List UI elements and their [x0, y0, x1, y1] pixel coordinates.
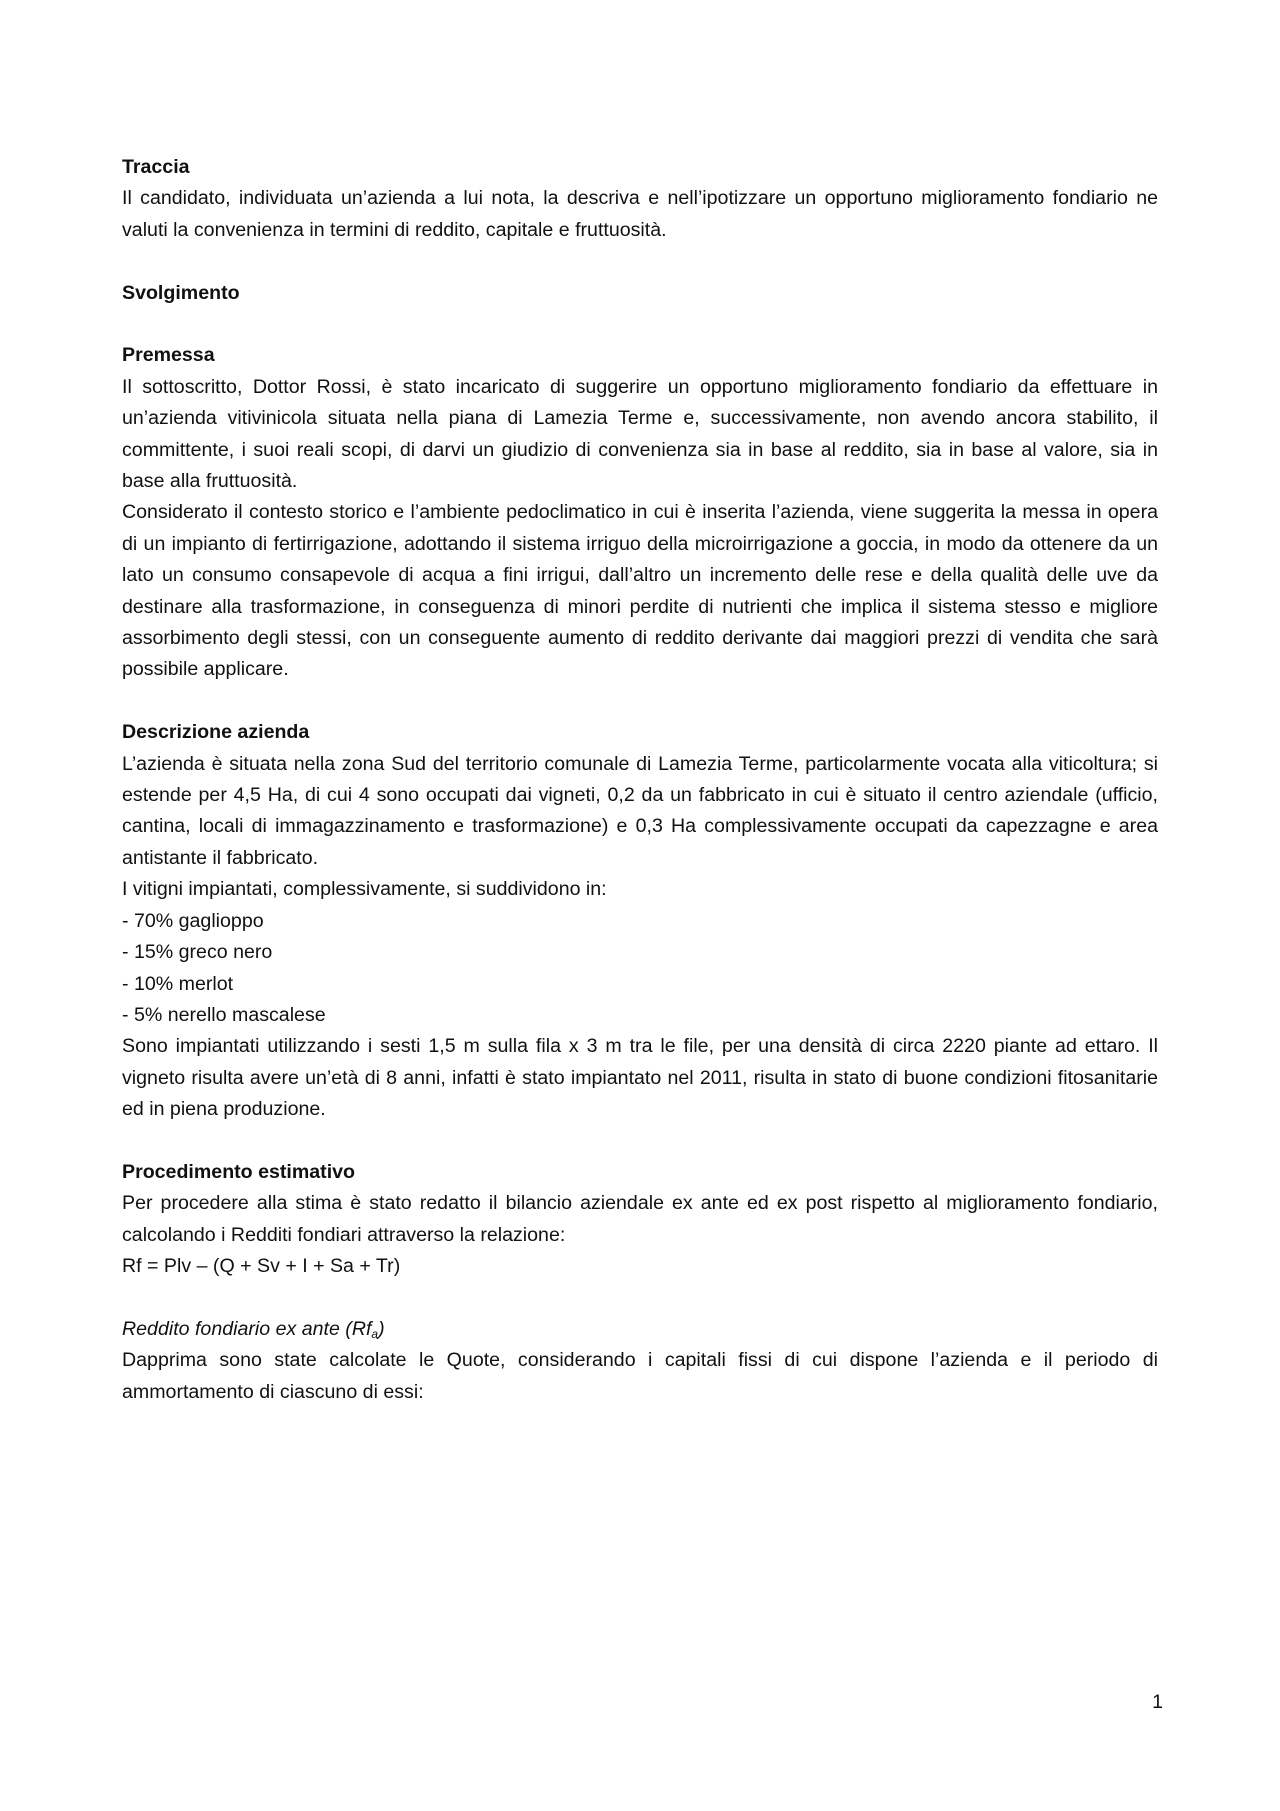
descrizione-paragraph-2: Sono impiantati utilizzando i sesti 1,5 m sulla fila x 3 m tra le file, per una densità di circa 2220 piante ad ettaro. Il vigneto risulta avere un’età di 8 anni, infatti è stato impiantato nel 2011, risulta in stato di buone condizioni fitosanitarie ed in piena produzione.: [122, 1035, 1158, 1121]
list-item: - 70% gaglioppo: [122, 909, 264, 932]
spacer: [122, 309, 1158, 340]
traccia-heading: Traccia: [122, 156, 190, 178]
subheading-subscript: a: [371, 1326, 379, 1341]
page-number: 1: [1152, 1691, 1163, 1713]
descrizione-paragraph-1: L’azienda è situata nella zona Sud del territorio comunale di Lamezia Terme, particolarmente vocata alla viticoltura; si estende per 4,5 Ha, di cui 4 sono occupati dai vigneti, 0,2 da un fabbricato in cui è situato il centro aziendale (ufficio, cantina, locali di immagazzinamento e trasformazione) e 0,3 Ha complessivamente occupati da capezzagne e area antistante il fabbricato.: [122, 752, 1158, 869]
subheading-close: ): [378, 1317, 385, 1340]
formula: Rf = Plv – (Q + Sv + I + Sa + Tr): [122, 1255, 401, 1278]
list-item: - 15% greco nero: [122, 941, 273, 964]
premessa-heading: Premessa: [122, 344, 215, 367]
reddito-ex-ante-subheading: [122, 1314, 1158, 1345]
spacer: [122, 1126, 1158, 1157]
list-item: - 5% nerello mascalese: [122, 1003, 326, 1026]
premessa-paragraph-2: Considerato il contesto storico e l’ambiente pedoclimatico in cui è inserita l’azienda, viene suggerita la messa in opera di un impianto di fertirrigazione, adottando il sistema irriguo della microirrigazione a goccia, in modo da ottenere da un lato un consumo consapevole di acqua a fini irrigui, dall’altro un incremento delle rese e della qualità delle uve da destinare alla trasformazione, in conseguenza di minori perdite di nutrienti che implica il sistema stesso e migliore assorbimento degli stessi, con un conseguente aumento di reddito derivante dai maggiori prezzi di vendita che sarà possibile applicare.: [122, 501, 1158, 681]
spacer: [122, 686, 1158, 717]
svolgimento-heading: Svolgimento: [122, 281, 240, 304]
traccia-text: Il candidato, individuata un’azienda a lui nota, la descriva e nell’ipotizzare un opportuno miglioramento fondiario ne valuti la convenienza in termini di reddito, capitale e fruttuosità.: [122, 187, 1158, 241]
procedimento-heading: Procedimento estimativo: [122, 1160, 356, 1183]
procedimento-paragraph-2: Dapprima sono state calcolate le Quote, considerando i capitali fissi di cui dispone l’azienda e il periodo di ammortamento di ciascuno di essi:: [122, 1349, 1158, 1403]
descrizione-heading: Descrizione azienda: [122, 721, 310, 744]
list-item: - 10% merlot: [122, 972, 234, 995]
vitigni-intro: I vitigni impiantati, complessivamente, si suddividono in:: [122, 878, 607, 901]
procedimento-paragraph-1: Per procedere alla stima è stato redatto il bilancio aziendale ex ante ed ex post rispetto al miglioramento fondiario, calcolando i Redditi fondiari attraverso la relazione:: [122, 1192, 1158, 1246]
premessa-paragraph-1: Il sottoscritto, Dottor Rossi, è stato incaricato di suggerire un opportuno miglioramento fondiario da effettuare in un’azienda vitivinicola situata nella piana di Lamezia Terme e, successivamente, non avendo ancora stabilito, il committente, i suoi reali scopi, di darvi un giudizio di convenienza sia in base al reddito, sia in base al valore, sia in base alla fruttuosità.: [122, 375, 1158, 493]
spacer: [122, 1283, 1158, 1314]
subheading-text: Reddito fondiario ex ante (Rf: [122, 1317, 372, 1340]
document-body: [122, 152, 1158, 1408]
spacer: [122, 246, 1158, 277]
